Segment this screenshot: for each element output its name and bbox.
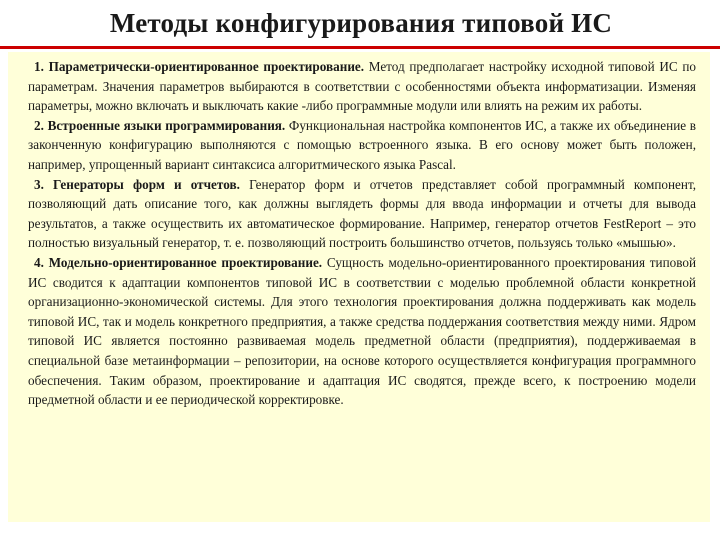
paragraph-number: 2. <box>34 117 44 133</box>
paragraph-heading: Параметрически-ориентированное проектирование. <box>48 59 365 74</box>
paragraph-number: 4. <box>34 254 44 270</box>
paragraph-number: 1. <box>34 59 44 74</box>
paragraph-heading: Генераторы форм и отчетов. <box>53 176 240 192</box>
paragraph-text: Метод предполагает настройку исходной типовой ИС по параметрам. Значения параметров выбираются в соответствии с особенностями объекта информатизации. Изменяя параметры, можно включать и выключать какие -либо программные модули или влиять на режим их работы. <box>28 59 697 114</box>
paragraph-parametric <box>28 57 696 116</box>
paragraph-heading: Модельно-ориентированное проектирование. <box>48 254 323 270</box>
paragraph-number: 3. <box>34 176 44 192</box>
paragraph-heading: Встроенные языки программирования. <box>47 117 286 133</box>
paragraph-text: Функциональная настройка компонентов ИС, а также их объединение в законченную конфигурацию выполняются с помощью встроенного языка. В его основу может быть положен, например, упрощенный вариант синтаксиса алгоритмического языка Pascal. <box>28 117 697 172</box>
paragraph-model-oriented <box>28 253 696 410</box>
title-bar <box>0 0 720 46</box>
paragraph-text: Сущность модельно-ориентированного проектирования типовой ИС сводится к адаптации компонентов типовой ИС в соответствии с моделью проблемной области конкретной организационно-экономической системы. Для этого технология проектирования должна поддерживать как модель типовой ИС, так и модель конкретного предприятия, а также средства поддержания соответствия между ними. Ядром типовой ИС является постоянно развиваемая модель предметной области (предприятия), поддерживаемая в специальной базе метаинформации – репозитории, на основе которого осуществляется конфигурация программного обеспечения. Таким образом, проектирование и адаптация ИС сводятся, прежде всего, к построению модели предметной области и ее периодической корректировке. <box>28 254 697 408</box>
paragraph-form-generators <box>28 175 696 253</box>
title-divider <box>0 46 720 49</box>
paragraph-text: Генератор форм и отчетов представляет собой программный компонент, позволяющий дать описание того, как должны выглядеть формы для ввода информации и отчеты для вывода результатов, а также осуществить их автоматическое формирование. Например, генератор отчетов FestReport – это полностью визуальный генератор, т. е. позволяющий построить большинство отчетов, пользуясь только «мышью». <box>28 176 697 251</box>
paragraph-builtin-languages <box>28 116 696 175</box>
page-title: Методы конфигурирования типовой ИС <box>109 7 613 38</box>
content-panel <box>8 52 710 522</box>
